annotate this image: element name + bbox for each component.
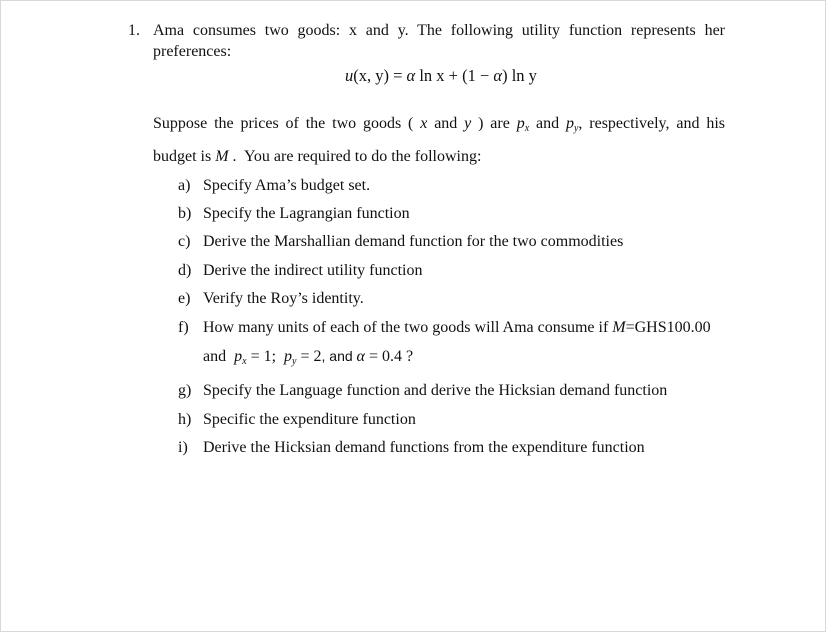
list-item-g: g) Specify the Language function and derive the Hicksian demand function	[178, 382, 668, 399]
list-item-f-continuation: and $p_x = 1$; $p_y = 2$, and α = 0.4 ?	[203, 348, 414, 367]
question-intro-line2: preferences:	[153, 43, 232, 60]
list-item-f: f) How many units of each of the two goods will Ama consume if M=GHS100.00	[178, 319, 711, 336]
utility-formula: u(x, y) = α ln x + (1 − α) ln y	[345, 66, 537, 85]
question-number: 1.	[128, 22, 140, 39]
question-intro-line1: Ama consumes two goods: x and y. The following utility function represents her	[153, 22, 725, 39]
list-item-h: h) Specific the expenditure function	[178, 411, 416, 428]
list-item-i: i) Derive the Hicksian demand functions from the expenditure function	[178, 439, 645, 456]
list-item-a: a) Specify Ama’s budget set.	[178, 177, 371, 194]
list-item-e: e) Verify the Roy’s identity.	[178, 290, 364, 307]
question-paragraph-line2: budget is M . You are required to do the following:	[153, 148, 482, 165]
list-item-b: b) Specify the Lagrangian function	[178, 205, 410, 222]
list-item-c: c) Derive the Marshallian demand function for the two commodities	[178, 233, 624, 250]
list-item-d: d) Derive the indirect utility function	[178, 262, 423, 279]
question-paragraph-line1: Suppose the prices of the two goods ( x and y ) are $p_x$ and $p_y$, respectively, and his	[153, 115, 725, 134]
